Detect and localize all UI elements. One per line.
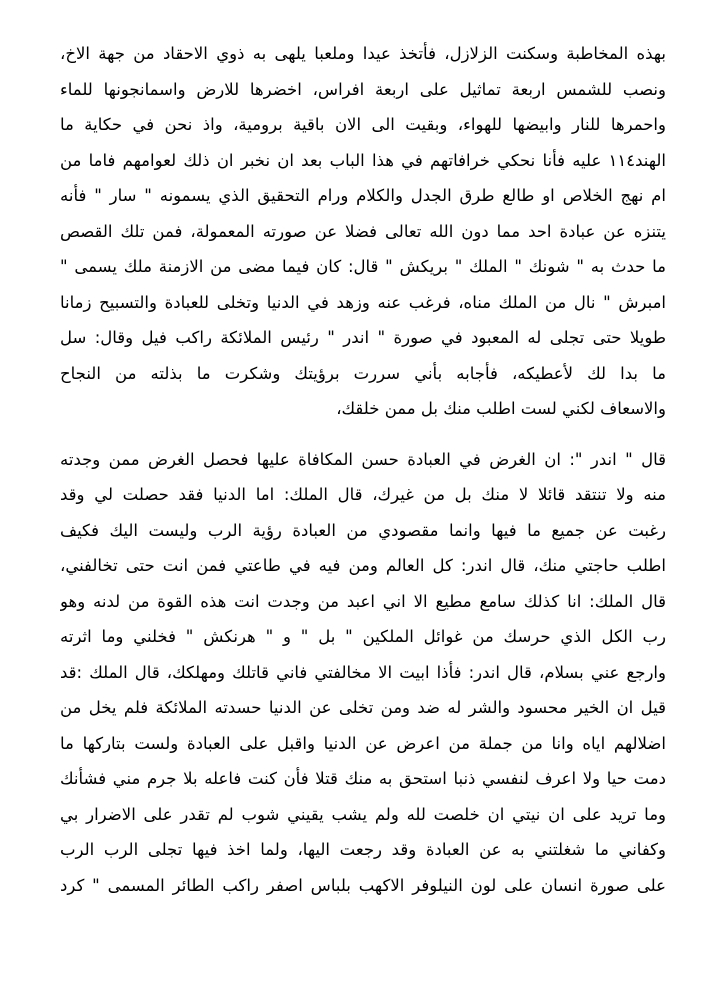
text-line: دمت حيا ولا اعرف لنفسي ذنبا استحق به منك قتلا فأن كنت فاعله بلا جرم مني فشأنك: [60, 769, 666, 788]
paragraph-1: [60, 36, 666, 427]
document-page: [60, 36, 666, 903]
text-line: رغبت عن جميع ما فيها وانما مقصودي من العبادة رؤية الرب وليست اليك فكيف: [60, 520, 666, 540]
paragraph-gap: [60, 427, 666, 442]
text-line: وكفاني ما شغلتني به عن العبادة وقد رجعت اليها، ولما اخذ فيها تجلى الرب الرب: [60, 840, 666, 859]
text-line: قال " اندر ": ان الغرض في العبادة حسن المكافاة عليها فحصل الغرض ممن وجدته: [60, 449, 666, 469]
text-line: طويلا حتى تجلى له المعبود في صورة " اندر " رئيس الملائكة راكب فيل وقال: سل: [60, 328, 666, 347]
text-line: اطلب حاجتي منك، قال اندر: كل العالم ومن فيه في طاعتي فمن انت حتى تخالفني،: [60, 556, 666, 575]
text-line: الهند١١٤ عليه فأنا نحكي خرافاتهم في هذا الباب بعد ان نخبر ان ذلك لعوامهم فاما من: [60, 150, 666, 170]
text-line: قيل ان الخير محسود والشر له ضد ومن تخلى عن الدنيا حسدته الملائكة فلم يخل من: [60, 698, 666, 717]
text-line: اضلالهم اياه وانا من جملة من اعرض عن الدنيا واقبل على العبادة ولست بتاركها ما: [60, 733, 666, 753]
text-line-final: والاسعاف لكني لست اطلب منك بل ممن خلقك،: [336, 399, 666, 418]
paragraph-2: [60, 442, 666, 904]
text-line: رب الكل الذي حرسك من غوائل الملكين " بل " و " هرنكش " فخلني وما اثرته: [60, 627, 666, 646]
text-line: ما بدا لك لأعطيكه، فأجابه بأني سررت برؤيتك وشكرت ما بذلته من النجاح: [60, 363, 666, 383]
text-line: قال الملك: انا كذلك سامع مطيع الا اني اعبد من وجدت انت هذه القوة من لدنه وهو: [60, 591, 666, 611]
text-line: واحمرها للنار وابيضها للهواء، وبقيت الى الان باقية برومية، واذ نحن في حكاية ما: [60, 115, 666, 134]
text-line: بهذه المخاطبة وسكنت الزلازل، فأتخذ عيدا وملعبا يلهى به ذوي الاحقاد من جهة الاخ،: [60, 44, 666, 63]
text-line: يتنزه عن عبادة احد مما دون الله تعالى فضلا عن صورته المعمولة، فمن تلك القصص: [60, 221, 666, 241]
text-line: امبرش " نال من الملك مناه، فرغب عنه وزهد في الدنيا وتخلى للعبادة والتسبيح زمانا: [60, 292, 666, 312]
text-line: على صورة انسان على لون النيلوفر الاكهب بلباس اصفر راكب الطائر المسمى " كرد: [60, 875, 666, 895]
text-line: ام نهج الخلاص او طالع طرق الجدل والكلام ورام التحقيق الذي يسمونه " سار " فأنه: [60, 186, 666, 205]
text-line: منه ولا تنتقد قائلا لا منك بل من غيرك، قال الملك: اما الدنيا فقد حصلت لي وقد: [60, 485, 666, 504]
text-line: وما تريد على ان نيتي ان خلصت لله ولم يشب يقيني شوب لم تقدر على الاضرار بي: [60, 804, 666, 824]
text-line: ونصب للشمس اربعة تماثيل على اربعة افراس، اخضرها للارض واسمانجونها للماء: [60, 79, 666, 99]
text-line: وارجع عني بسلام، قال اندر: فأذا ابيت الا مخالفتي فاني قاتلك ومهلكك، قال الملك :قد: [60, 662, 666, 682]
text-line: ما حدث به " شونك " الملك " بريكش " قال: كان فيما مضى من الازمنة ملك يسمى ": [60, 257, 666, 276]
